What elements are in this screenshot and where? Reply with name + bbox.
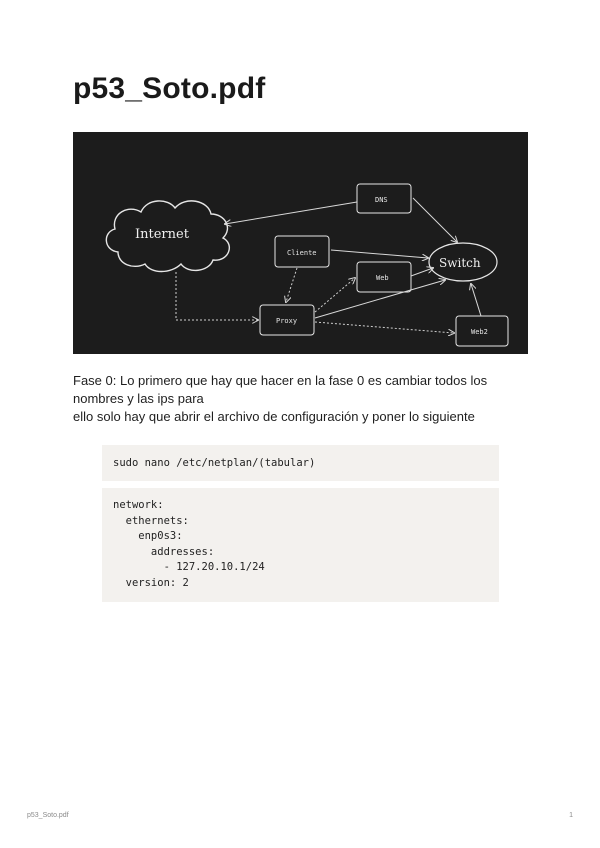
command-code-block xyxy=(102,445,499,481)
network-diagram xyxy=(73,132,528,354)
command-text: sudo nano /etc/netplan/(tabular) xyxy=(113,457,316,469)
footer-filename: p53_Soto.pdf xyxy=(27,812,69,819)
web2-to-switch-arrow xyxy=(471,284,481,316)
config-text: network: ethernets: enp0s3: addresses: - 127.20.10.1/24 version: 2 xyxy=(113,499,265,589)
cliente-to-proxy-dotted xyxy=(286,268,297,302)
web-to-switch-arrow xyxy=(411,268,433,276)
web-label: Web xyxy=(376,274,389,282)
netplan-config-code-block xyxy=(102,488,499,602)
phase-description xyxy=(73,372,513,426)
description-line-2: ello solo hay que abrir el archivo de configuración y poner lo siguiente xyxy=(73,409,475,424)
proxy-to-switch-arrow xyxy=(315,280,445,318)
dns-to-switch-arrow xyxy=(413,198,457,242)
dns-label: DNS xyxy=(375,196,388,204)
cliente-label: Cliente xyxy=(287,249,317,257)
internet-to-proxy-dotted xyxy=(176,272,258,320)
cliente-to-switch-arrow xyxy=(331,250,428,258)
web2-label: Web2 xyxy=(471,328,488,336)
description-line-1: Fase 0: Lo primero que hay que hacer en la fase 0 es cambiar todos los nombres y las ips para xyxy=(73,373,488,406)
network-diagram-svg xyxy=(73,132,528,354)
page-title: p53_Soto.pdf xyxy=(73,72,266,105)
switch-label: Switch xyxy=(439,256,481,270)
footer-page-number: 1 xyxy=(569,812,573,819)
proxy-to-web-dotted xyxy=(315,278,355,312)
proxy-label: Proxy xyxy=(276,317,298,325)
dns-to-internet-arrow xyxy=(225,202,357,224)
internet-label: Internet xyxy=(135,227,189,242)
proxy-to-web2-dotted xyxy=(315,322,454,333)
